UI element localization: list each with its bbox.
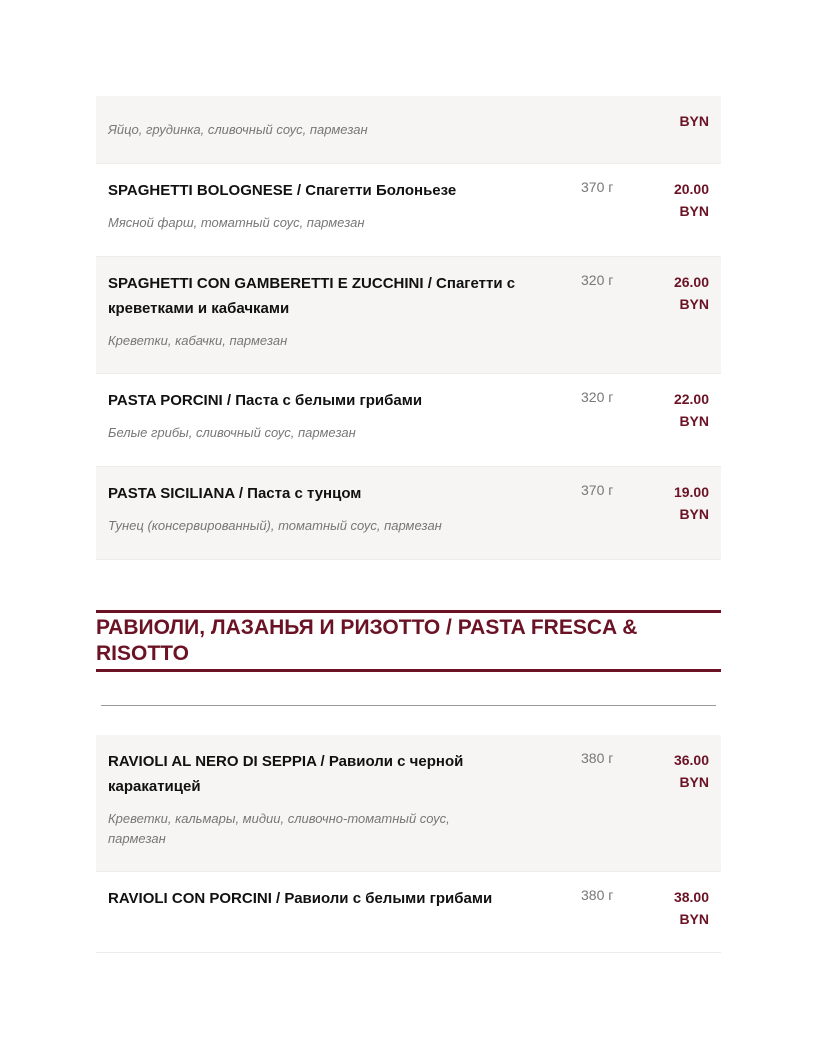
price-currency: BYN	[679, 113, 709, 129]
item-weight: 320 г	[581, 272, 614, 288]
item-description: Яйцо, грудинка, сливочный соус, пармезан	[108, 122, 368, 137]
item-description: Креветки, кабачки, пармезан	[108, 333, 288, 348]
pasta-menu-list	[96, 96, 721, 560]
price-value: 36.00	[673, 752, 709, 768]
item-name: PASTA PORCINI / Паста с белыми грибами	[108, 392, 423, 409]
price-currency: BYN	[679, 203, 709, 219]
item-description: Мясной фарш, томатный соус, пармезан	[108, 215, 365, 230]
price-value: 38.00	[673, 889, 709, 905]
item-name: SPAGHETTI BOLOGNESE / Спагетти Болоньезе	[108, 182, 457, 199]
item-description: Тунец (консервированный), томатный соус, пармезан	[108, 518, 442, 533]
item-weight: 380 г	[581, 887, 614, 903]
item-name: RAVIOLI CON PORCINI / Равиоли с белыми грибами	[108, 890, 493, 907]
item-weight: 370 г	[581, 179, 614, 195]
item-price	[674, 178, 709, 222]
price-currency: BYN	[679, 506, 709, 522]
item-price	[674, 749, 709, 793]
price-currency: BYN	[679, 296, 709, 312]
item-price	[674, 388, 709, 432]
menu-item	[96, 164, 721, 257]
item-name: RAVIOLI AL NERO DI SEPPIA / Равиоли с черной каракатицей	[108, 753, 464, 795]
price-value: 20.00	[673, 181, 709, 197]
menu-item	[96, 872, 721, 953]
item-weight: 380 г	[581, 750, 614, 766]
item-weight: 320 г	[581, 389, 614, 405]
item-description: Белые грибы, сливочный соус, пармезан	[108, 425, 356, 440]
section-heading: РАВИОЛИ, ЛАЗАНЬЯ И РИЗОТТО / PASTA FRESCA & RISOTTO	[96, 610, 721, 672]
item-price	[674, 481, 709, 525]
item-weight: 370 г	[581, 482, 614, 498]
menu-item	[96, 735, 721, 872]
item-price	[674, 271, 709, 315]
menu-item	[96, 96, 721, 164]
price-currency: BYN	[679, 774, 709, 790]
item-description: Креветки, кальмары, мидии, сливочно-томатный соус, пармезан	[108, 811, 450, 846]
item-name: SPAGHETTI CON GAMBERETTI E ZUCCHINI / Спагетти с креветками и кабачками	[108, 275, 516, 317]
menu-item	[96, 374, 721, 467]
price-currency: BYN	[679, 413, 709, 429]
item-price	[674, 886, 709, 930]
section-divider	[101, 705, 716, 706]
menu-item	[96, 467, 721, 560]
menu-item	[96, 257, 721, 374]
item-name: PASTA SICILIANA / Паста с тунцом	[108, 485, 362, 502]
ravioli-menu-list	[96, 735, 721, 953]
price-value: 19.00	[673, 484, 709, 500]
price-value: 22.00	[673, 391, 709, 407]
price-value: 26.00	[673, 274, 709, 290]
price-currency: BYN	[679, 911, 709, 927]
item-price	[679, 110, 709, 132]
